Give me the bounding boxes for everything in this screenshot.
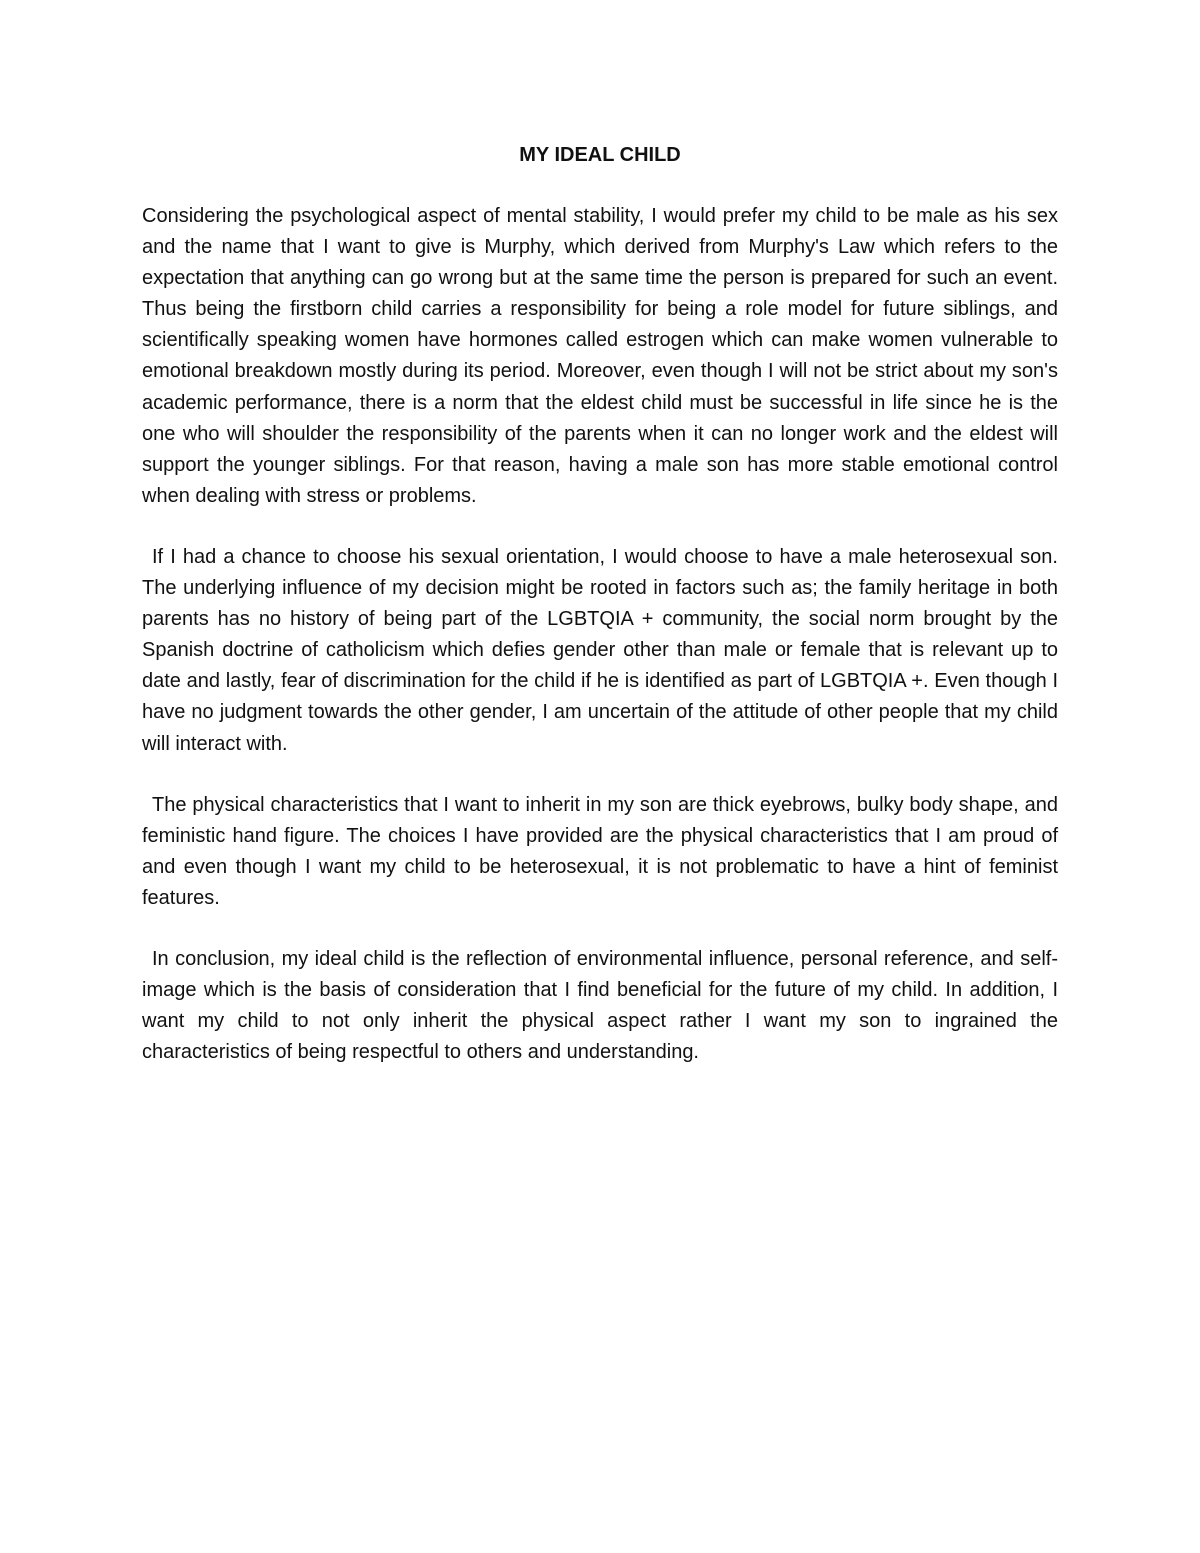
paragraph-sexual-orientation: If I had a chance to choose his sexual orientation, I would choose to have a male heterosexual son. The underlying influence of my decision might be rooted in factors such as; the family heritage in both parents has no history of being part of the LGBTQIA + community, the social norm brought by the Spanish doctrine of catholicism which defies gender other than male or female that is relevant up to date and lastly, fear of discrimination for the child if he is identified as part of LGBTQIA +. Even though I have no judgment towards the other gender, I am uncertain of the attitude of other people that my child will interact with. [142, 545, 1058, 755]
document-body [142, 140, 1058, 1098]
paragraph-conclusion: In conclusion, my ideal child is the reflection of environmental influence, personal reference, and self-image which is the basis of consideration that I find beneficial for the future of my child. In addition, I want my child to not only inherit the physical aspect rather I want my son to ingrained the characteristics of being respectful to others and understanding. [142, 947, 1058, 1064]
document-title: MY IDEAL CHILD [519, 144, 681, 166]
paragraph-physical-characteristics: The physical characteristics that I want to inherit in my son are thick eyebrows, bulky body shape, and feministic hand figure. The choices I have provided are the physical characteristics that I am proud of and even though I want my child to be heterosexual, it is not problematic to have a hint of feminist features. [142, 793, 1058, 909]
paragraph-sex-and-name: Considering the psychological aspect of mental stability, I would prefer my child to be male as his sex and the name that I want to give is Murphy, which derived from Murphy's Law which refers to the expectation that anything can go wrong but at the same time the person is prepared for such an event. Thus being the firstborn child carries a responsibility for being a role model for future siblings, and scientifically speaking women have hormones called estrogen which can make women vulnerable to emotional breakdown mostly during its period. Moreover, even though I will not be strict about my son's academic performance, there is a norm that the eldest child must be successful in life since he is the one who will shoulder the responsibility of the parents when it can no longer work and the eldest will support the younger siblings. For that reason, having a male son has more stable emotional control when dealing with stress or problems. [142, 205, 1058, 507]
